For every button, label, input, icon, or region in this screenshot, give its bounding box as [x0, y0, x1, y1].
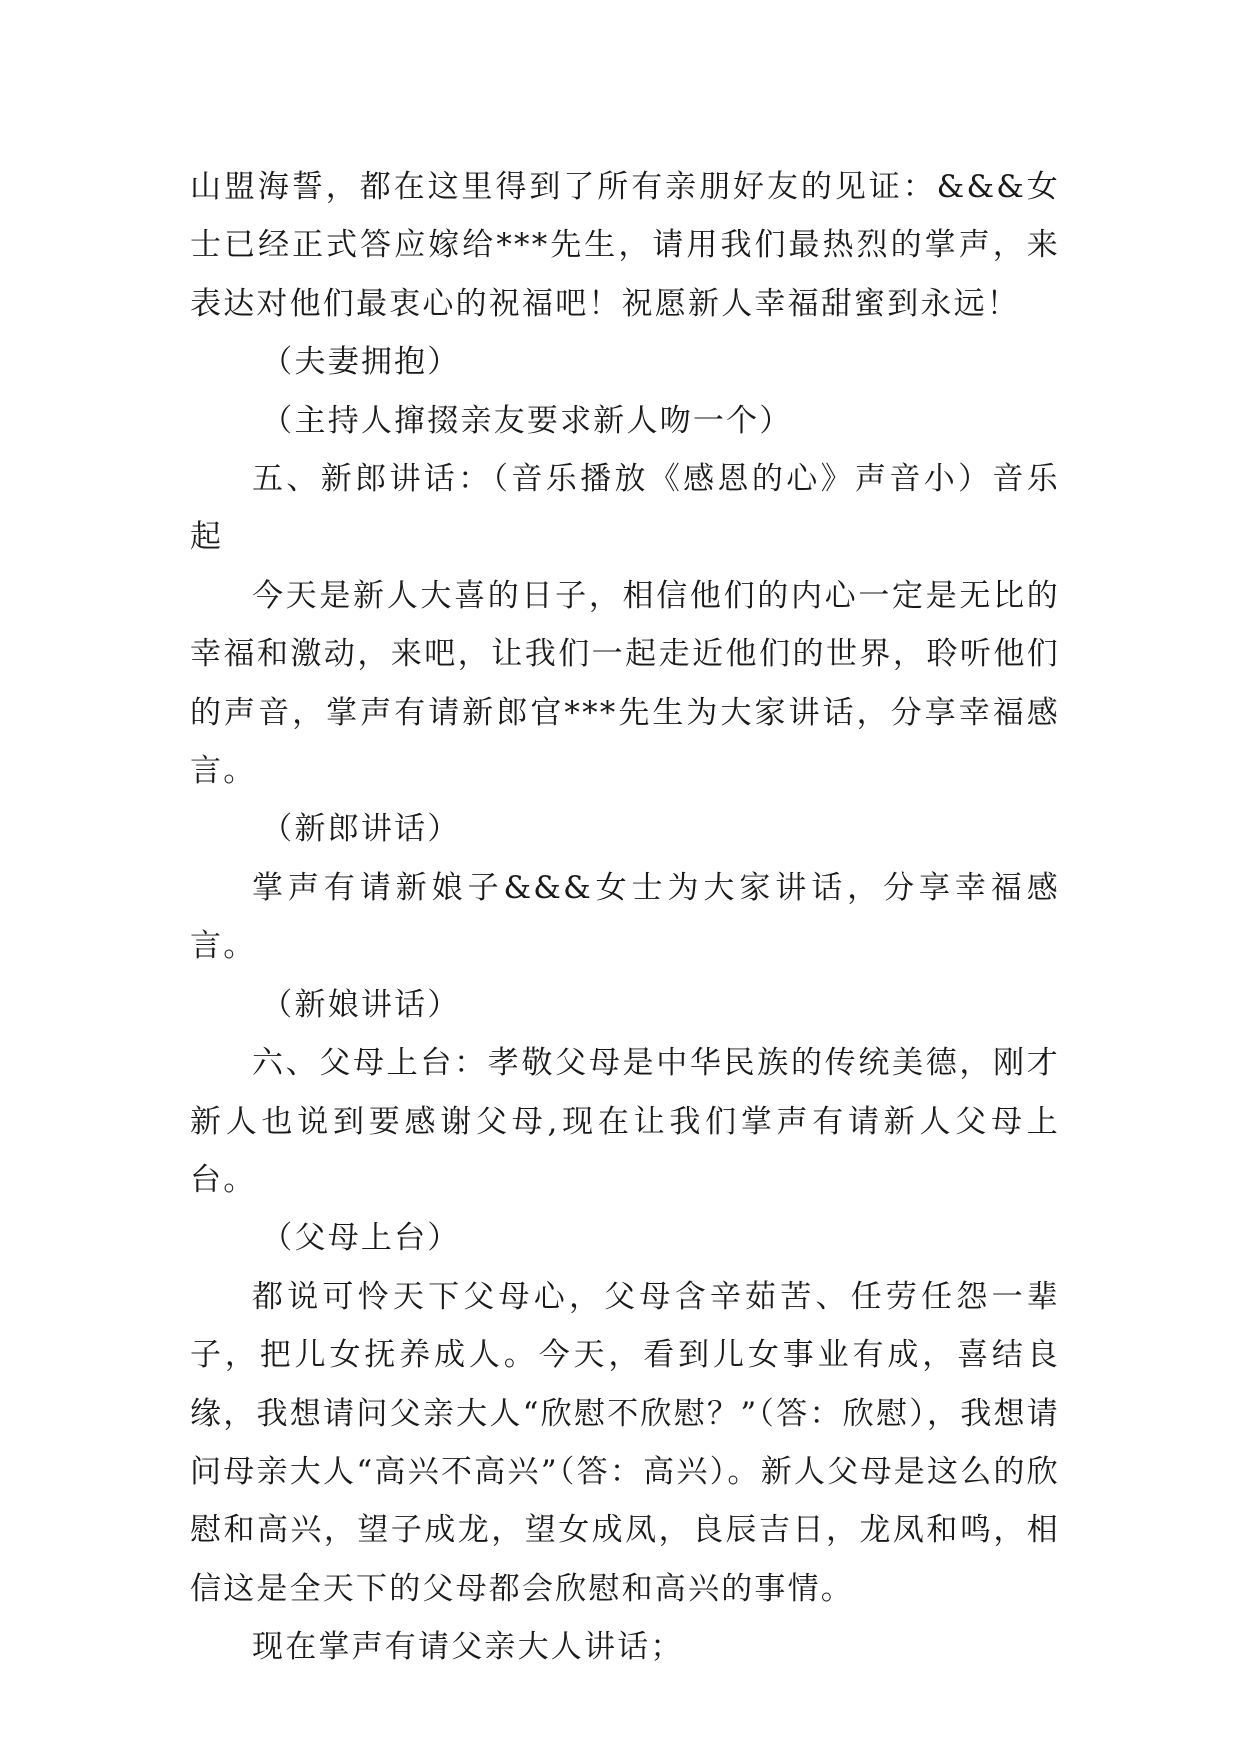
paragraph-parents-stage: （父母上台）	[261, 1220, 461, 1257]
paragraph-father-speech: 现在掌声有请父亲大人讲话；	[252, 1629, 684, 1666]
paragraph-groom-intro: 今天是新人大喜的日子，相信他们的内心一定是无比的幸福和激动，来吧，让我们一起走近他们的世界，聆听他们的声音，掌声有请新郎官***先生为大家讲话，分享幸福感言。	[190, 577, 1060, 790]
document-body	[190, 158, 1060, 1677]
paragraph-bride-intro: 掌声有请新娘子&&&女士为大家讲话，分享幸福感言。	[190, 869, 1060, 965]
paragraph-vow-witness: 山盟海誓，都在这里得到了所有亲朋好友的见证：&&&女士已经正式答应嫁给***先生，请用我们最热烈的掌声，来表达对他们最衷心的祝福吧！祝愿新人幸福甜蜜到永远！	[190, 169, 1060, 322]
paragraph-groom-speech: （新郎讲话）	[261, 811, 461, 848]
paragraph-groom-speech-heading: 五、新郎讲话：（音乐播放《感恩的心》声音小）音乐起	[190, 461, 1060, 556]
paragraph-couple-embrace: （夫妻拥抱）	[261, 344, 461, 381]
paragraph-bride-speech: （新娘讲话）	[261, 986, 461, 1023]
paragraph-parents-tribute: 都说可怜天下父母心，父母含辛茹苦、任劳任怨一辈子，把儿女抚养成人。今天，看到儿女事业有成，喜结良缘，我想请问父亲大人“欣慰不欣慰？”（答：欣慰），我想请问母亲大人“高兴不高兴”（答：高兴）。新人父母是这么的欣慰和高兴，望子成龙，望女成凤，良辰吉日，龙凤和鸣，相信这是全天下的父母都会欣慰和高兴的事情。	[190, 1278, 1060, 1607]
paragraph-host-kiss: （主持人撺掇亲友要求新人吻一个）	[261, 402, 793, 439]
paragraph-parents-heading: 六、父母上台：孝敬父母是中华民族的传统美德，刚才新人也说到要感谢父母,现在让我们掌声有请新人父母上台。	[190, 1045, 1060, 1198]
